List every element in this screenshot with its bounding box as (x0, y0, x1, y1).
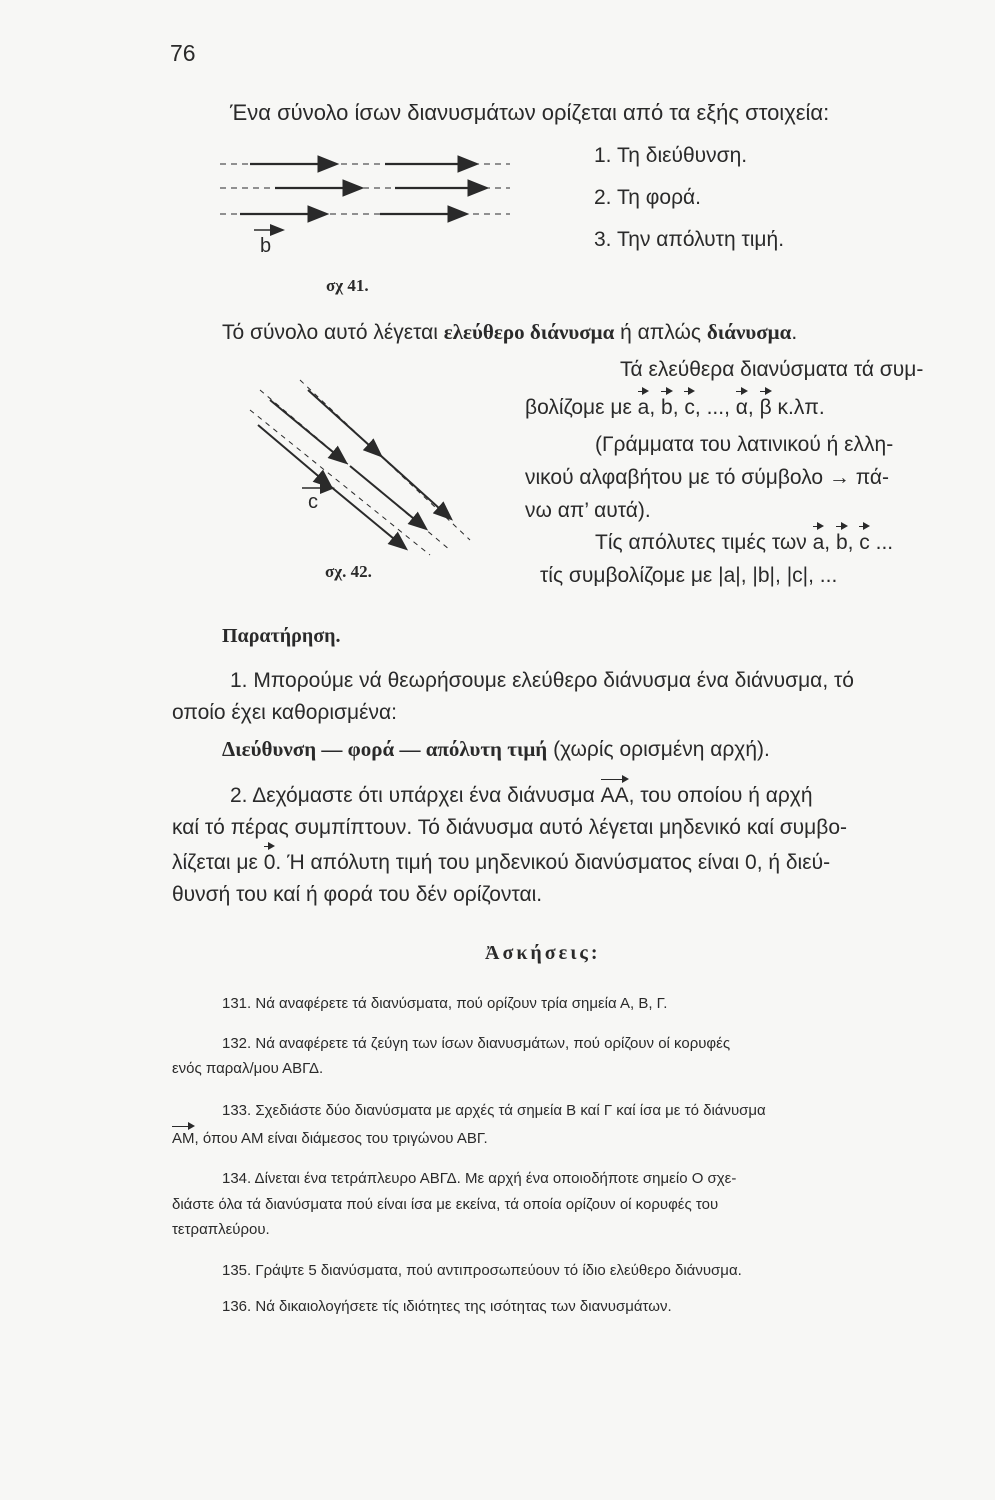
vector-b: b (661, 396, 673, 419)
fig42-arrow (270, 400, 345, 462)
fig41-label: b (260, 235, 272, 257)
exercise-item: 136. Νά δικαιολογήσετε τίς ιδιότητες της ισότητας των διανυσμάτων. (222, 1298, 672, 1315)
remark-properties: Διεύθυνση — φορά — απόλυτη τιμή (χωρίς ορισμένη αρχή). (222, 737, 770, 761)
free-vector-sentence: Τό σύνολο αυτό λέγεται ελεύθερο διάνυσμα ή απλώς διάνυσμα. (222, 320, 798, 344)
exercise-item-cont: ΑΜ, όπου ΑΜ είναι διάμεσος του τριγώνου ΑΒΓ. (172, 1130, 488, 1147)
exercises-title: Ἀσκήσεις: (485, 942, 601, 964)
remark-text: λίζεται με 0. Ή απόλυτη τιμή του μηδενικού διανύσματος είναι 0, ή διεύ- (172, 851, 831, 874)
intro-text: Ένα σύνολο ίσων διανυσμάτων ορίζεται από τα εξής στοιχεία: (230, 100, 830, 125)
exercise-item: 134. Δίνεται ένα τετράπλευρο ΑΒΓΔ. Με αρχή ένα οποιοδήποτε σημείο Ο σχε- (222, 1170, 737, 1187)
exercise-item-cont: τετραπλεύρου. (172, 1221, 270, 1238)
exercise-item-cont: διάστε όλα τά διανύσματα πού είναι ίσα με εκείνα, τά οποία ορίζουν οί κορυφές του (172, 1196, 719, 1213)
remark-text: 1. Μπορούμε νά θεωρήσουμε ελεύθερο διάνυσμα ένα διάνυσμα, τό (230, 669, 854, 692)
fig42-arrow (380, 455, 450, 518)
notation-line: (Γράμματα του λατινικού ή ελλη- (595, 433, 894, 456)
vector-alpha: α (735, 396, 748, 419)
remark-text: 2. Δεχόμαστε ότι υπάρχει ένα διάνυσμα ΑΑ, του οποίου ή αρχή (230, 784, 813, 807)
page-number: 76 (170, 40, 196, 66)
remark-text: θυνσή του καί ή φορά του δέν ορίζονται. (172, 883, 543, 906)
notation-line-2: βολίζομε με a, b, c, ..., α, β κ.λπ. (525, 396, 825, 419)
remark-title: Παρατήρηση. (222, 625, 341, 647)
fig42-arrow (308, 390, 380, 455)
exercise-item: 133. Σχεδιάστε δύο διανύσματα με αρχές τά σημεία Β καί Γ καί ίσα με τό διάνυσμα (222, 1102, 766, 1119)
term-vector: διάνυσμα (706, 320, 792, 344)
figure-42 (240, 370, 500, 560)
fig42-arrow (258, 425, 330, 486)
element-item: 3. Την απόλυτη τιμή. (594, 228, 785, 251)
fig42-arrow (350, 466, 425, 528)
vector-c: c (684, 396, 695, 419)
vector-AA: ΑΑ (600, 784, 629, 807)
fig42-arrow (330, 486, 405, 548)
fig42-label: c (308, 491, 318, 513)
vector-a: a (637, 396, 650, 419)
notation-line: νω απ’ αυτά). (525, 499, 651, 522)
notation-line-6: Τίς απόλυτες τιμές των a, b, c ... (595, 531, 894, 554)
term-free-vector: ελεύθερο διάνυσμα (443, 320, 615, 344)
notation-line: νικού αλφαβήτου με τό σύμβολο → πά- (525, 466, 890, 489)
notation-line: Τά ελεύθερα διανύσματα τά συμ- (620, 358, 924, 381)
notation-line-7: τίς συμβολίζομε με |a|, |b|, |c|, ... (540, 564, 838, 587)
figure-41 (220, 150, 520, 260)
exercise-item: 132. Νά αναφέρετε τά ζεύγη των ίσων διανυσμάτων, πού ορίζουν οί κορυφές (222, 1035, 731, 1052)
fig42-caption: σχ. 42. (325, 562, 372, 581)
element-item: 1. Τη διεύθυνση. (594, 144, 748, 167)
exercise-item: 135. Γράψτε 5 διανύσματα, πού αντιπροσωπεύουν τό ίδιο ελεύθερο διάνυσμα. (222, 1262, 742, 1279)
exercise-item: 131. Νά αναφέρετε τά διανύσματα, πού ορίζουν τρία σημεία Α, Β, Γ. (222, 995, 668, 1012)
remark-text: οποίο έχει καθορισμένα: (172, 701, 397, 724)
fig41-caption: σχ 41. (326, 276, 369, 295)
remark-text: καί τό πέρας συμπίπτουν. Τό διάνυσμα αυτό λέγεται μηδενικό καί συμβο- (172, 816, 848, 839)
vector-beta: β (759, 396, 772, 419)
zero-vector: 0 (263, 851, 276, 874)
vector-AM: ΑΜ (172, 1130, 195, 1147)
element-item: 2. Τη φορά. (594, 186, 701, 209)
exercise-item-cont: ενός παραλ/μου ΑΒΓΔ. (172, 1060, 324, 1077)
